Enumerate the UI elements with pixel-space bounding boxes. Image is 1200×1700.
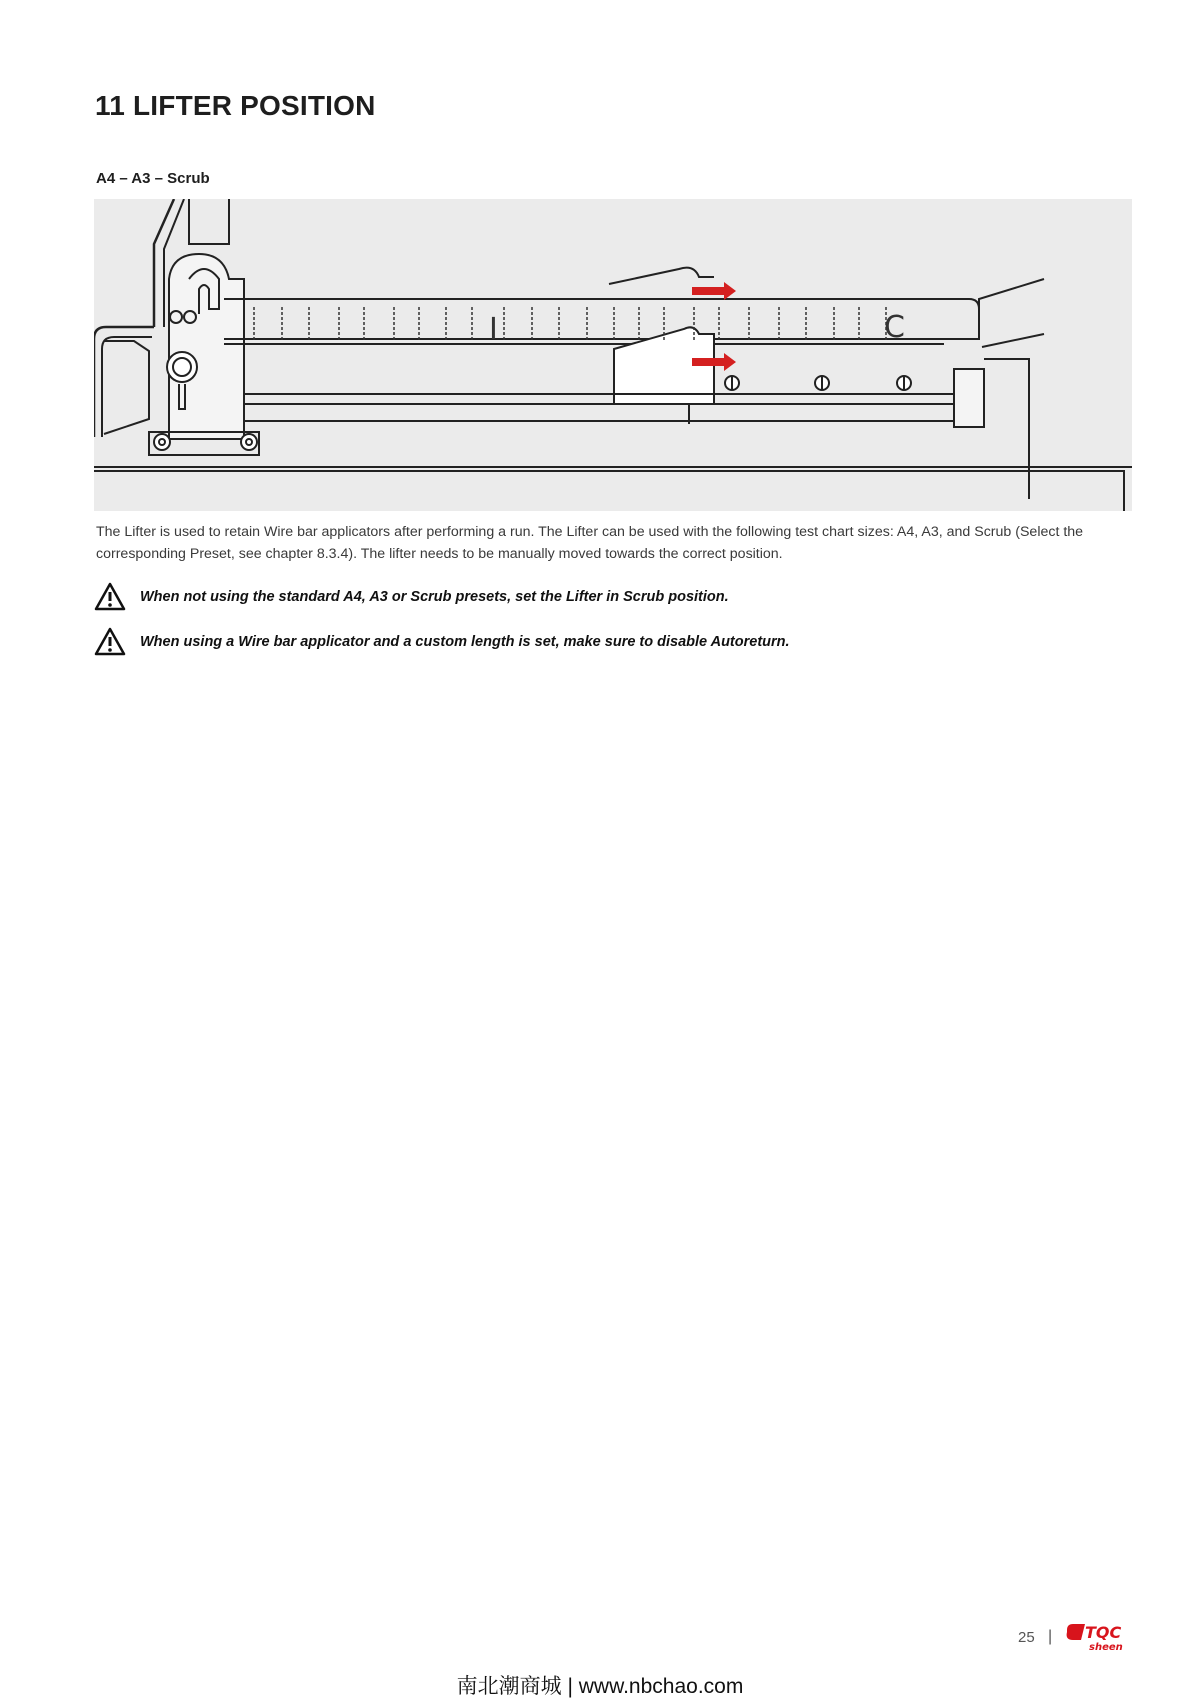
warning-note (94, 582, 729, 612)
lifter-illustration (94, 199, 1132, 511)
warning-note (94, 627, 790, 657)
logo-subtext: sheen (1089, 1642, 1123, 1653)
footer-watermark: 南北潮商城 | www.nbchao.com (456, 1675, 744, 1698)
logo-text: TQC (1085, 1623, 1122, 1642)
scale-mark-c: C (884, 310, 905, 345)
page-title: 11 LIFTER POSITION (95, 90, 376, 121)
section-subtitle: A4 – A3 – Scrub (96, 170, 210, 187)
scale-mark-i: I (489, 312, 498, 347)
tqc-sheen-logo (1063, 1620, 1133, 1654)
warning-triangle-icon (94, 627, 126, 657)
warning-triangle-icon (94, 582, 126, 612)
page-separator: | (1048, 1628, 1053, 1645)
warning-text: When using a Wire bar applicator and a custom length is set, make sure to disable Autoreturn. (140, 634, 790, 650)
page-number: 25 (1018, 1629, 1035, 1646)
body-paragraph: The Lifter is used to retain Wire bar applicators after performing a run. The Lifter can be used with the following test chart sizes: A4, A3, and Scrub (Select the corresponding Preset, see chapter 8.3.4). The lifter needs to be manually moved towards the correct position. (96, 524, 1084, 562)
warning-text: When not using the standard A4, A3 or Scrub presets, set the Lifter in Scrub position. (140, 589, 729, 605)
